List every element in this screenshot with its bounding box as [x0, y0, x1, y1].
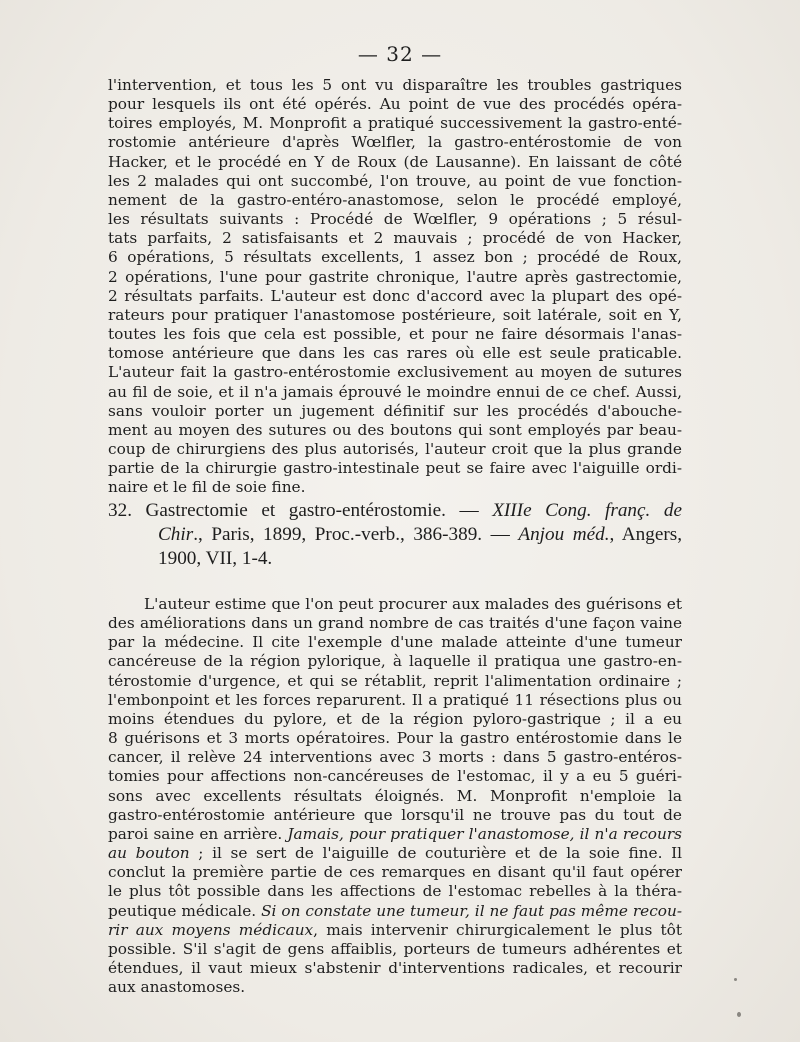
italic-text: rir aux moyens médicaux	[108, 920, 314, 939]
text-line	[108, 595, 682, 614]
reference-line	[108, 523, 682, 547]
text-run: l'embonpoint et les forces reparurent. Il a pratiqué 11 résections plus ou	[108, 690, 682, 709]
text-line: partie de la chirurgie gastro-intestinale peut se faire avec l'aiguille ordi-	[108, 459, 682, 478]
text-line: naire et le fil de soie fine.	[108, 478, 306, 497]
text-line: l'intervention, et tous les 5 ont vu disparaître les troubles gastriques	[108, 76, 682, 94]
text-line	[108, 940, 682, 959]
italic-text: Jamais, pour pratiquer l'anastomose, il n'a recours	[287, 824, 682, 843]
italic-text: au bouton	[108, 844, 190, 863]
text-line	[108, 614, 682, 633]
reference-line	[108, 499, 682, 523]
text-run: térostomie d'urgence, et qui se rétablit, reprit l'alimentation ordinaire ;	[108, 671, 682, 690]
text-line	[108, 844, 682, 863]
text-line: sans vouloir porter un jugement définitif sur les procédés d'abouche-	[108, 401, 682, 420]
text-run: cancer, il relève 24 interventions avec 3 morts : dans 5 gastro-entéros-	[108, 748, 682, 767]
text-line: L'auteur fait la gastro-entérostomie exclusivement au moyen de sutures	[108, 363, 682, 382]
text-run: moins étendues du pylore, et de la région pyloro-gastrique ; il a eu	[108, 709, 682, 728]
text-line: les 2 malades qui ont succombé, l'on trouve, au point de vue fonction-	[108, 171, 682, 190]
text-run: peutique médicale.	[108, 901, 262, 920]
reference-volume: 1900, VII, 1-4.	[158, 547, 273, 569]
text-run: ; il se sert de l'aiguille de couturière et de la soie fine. Il	[189, 844, 682, 863]
text-line	[108, 787, 682, 806]
reference-details: ., Paris, 1899, Proc.-verb., 386-389. —	[193, 523, 519, 545]
reference-congress: XIIIe Cong. franç. de	[492, 500, 682, 521]
page-number: — 32 —	[357, 42, 443, 66]
text-run: aux anastomoses.	[108, 978, 246, 997]
text-line	[108, 882, 682, 901]
text-run: étendues, il vaut mieux s'abstenir d'interventions radicales, et recourir	[108, 958, 682, 977]
text-line	[108, 672, 682, 691]
paper-speck	[737, 1012, 741, 1017]
text-line: toutes les fois que cela est possible, et pour ne faire désormais l'anas-	[108, 325, 682, 344]
text-line	[108, 863, 682, 882]
text-line: 2 résultats parfaits. L'auteur est donc d'accord avec la plupart des opé-	[108, 286, 682, 305]
text-line	[108, 902, 682, 921]
bibliographic-reference	[108, 499, 682, 570]
reference-journal: Anjou méd.	[518, 523, 610, 545]
reference-chir: Chir	[158, 523, 194, 545]
text-run: possible. S'il s'agit de gens affaiblis, porteurs de tumeurs adhérentes et	[108, 939, 682, 958]
reference-number-title: 32. Gastrectomie et gastro-entérostomie. —	[108, 500, 493, 521]
text-line: rateurs pour pratiquer l'anastomose postérieure, soit latérale, soit en Y,	[108, 305, 682, 324]
text-run: par la médecine. Il cite l'exemple d'une malade atteinte d'une tumeur	[108, 633, 682, 652]
text-line	[108, 978, 682, 997]
text-line: pour lesquels ils ont été opérés. Au point de vue des procédés opéra-	[108, 95, 682, 114]
text-line	[108, 921, 682, 940]
text-run: conclut la première partie de ces remarques en disant qu'il faut opérer	[108, 863, 682, 882]
text-line: ment au moyen des sutures ou des boutons qui sont employés par beau-	[108, 420, 682, 439]
italic-text: Si on constate une tumeur, il ne faut pas même recou-	[261, 901, 683, 920]
text-run: L'auteur estime que l'on peut procurer aux malades des guérisons et	[144, 595, 682, 613]
text-run: des améliorations dans un grand nombre de cas traités d'une façon vaine	[108, 614, 682, 633]
text-line	[108, 959, 682, 978]
text-line: au fil de soie, et il n'a jamais éprouvé le moindre ennui de ce chef. Aussi,	[108, 382, 682, 401]
text-line	[108, 710, 682, 729]
text-line	[108, 729, 682, 748]
abstract-paragraph	[108, 595, 682, 997]
text-run: gastro-entérostomie antérieure que lorsqu'il ne trouve pas du tout de	[108, 805, 682, 824]
text-line	[108, 806, 682, 825]
text-line: tomose antérieure que dans les cas rares où elle est seule praticable.	[108, 344, 682, 363]
text-line: 2 opérations, l'une pour gastrite chronique, l'autre après gastrectomie,	[108, 267, 682, 286]
text-run: 8 guérisons et 3 morts opératoires. Pour la gastro entérostomie dans le	[108, 729, 682, 748]
text-line: nement de la gastro-entéro-anastomose, selon le procédé employé,	[108, 190, 682, 209]
text-run: , mais intervenir chirurgicalement le plus tôt	[313, 920, 682, 939]
text-run: cancéreuse de la région pylorique, à laquelle il pratiqua une gastro-en-	[108, 652, 682, 671]
text-run: paroi saine en arrière.	[108, 824, 288, 843]
text-line	[108, 691, 682, 710]
text-line: 6 opérations, 5 résultats excellents, 1 assez bon ; procédé de Roux,	[108, 248, 682, 267]
text-run: sons avec excellents résultats éloignés. M. Monprofit n'emploie la	[108, 786, 682, 805]
text-line	[108, 633, 682, 652]
text-run: tomies pour affections non-cancéreuses de l'estomac, il y a eu 5 guéri-	[108, 767, 682, 786]
text-line: coup de chirurgiens des plus autorisés, l'auteur croit que la plus grande	[108, 439, 682, 458]
text-line	[108, 652, 682, 671]
paper-speck	[734, 978, 737, 981]
reference-city: , Angers,	[609, 523, 682, 545]
text-run: le plus tôt possible dans les affections de l'estomac rebelles à la théra-	[108, 882, 682, 901]
text-line	[108, 748, 682, 767]
reference-line	[108, 547, 682, 571]
text-line: rostomie antérieure d'après Wœlfler, la gastro-entérostomie de von	[108, 133, 682, 152]
text-line: les résultats suivants : Procédé de Wœlfler, 9 opérations ; 5 résul-	[108, 210, 682, 229]
text-line	[108, 767, 682, 786]
text-line	[108, 825, 682, 844]
continued-paragraph	[108, 76, 682, 497]
text-line: tats parfaits, 2 satisfaisants et 2 mauvais ; procédé de von Hacker,	[108, 229, 682, 248]
text-line: Hacker, et le procédé en Y de Roux (de Lausanne). En laissant de côté	[108, 152, 682, 171]
text-line: toires employés, M. Monprofit a pratiqué successivement la gastro-enté-	[108, 114, 682, 133]
